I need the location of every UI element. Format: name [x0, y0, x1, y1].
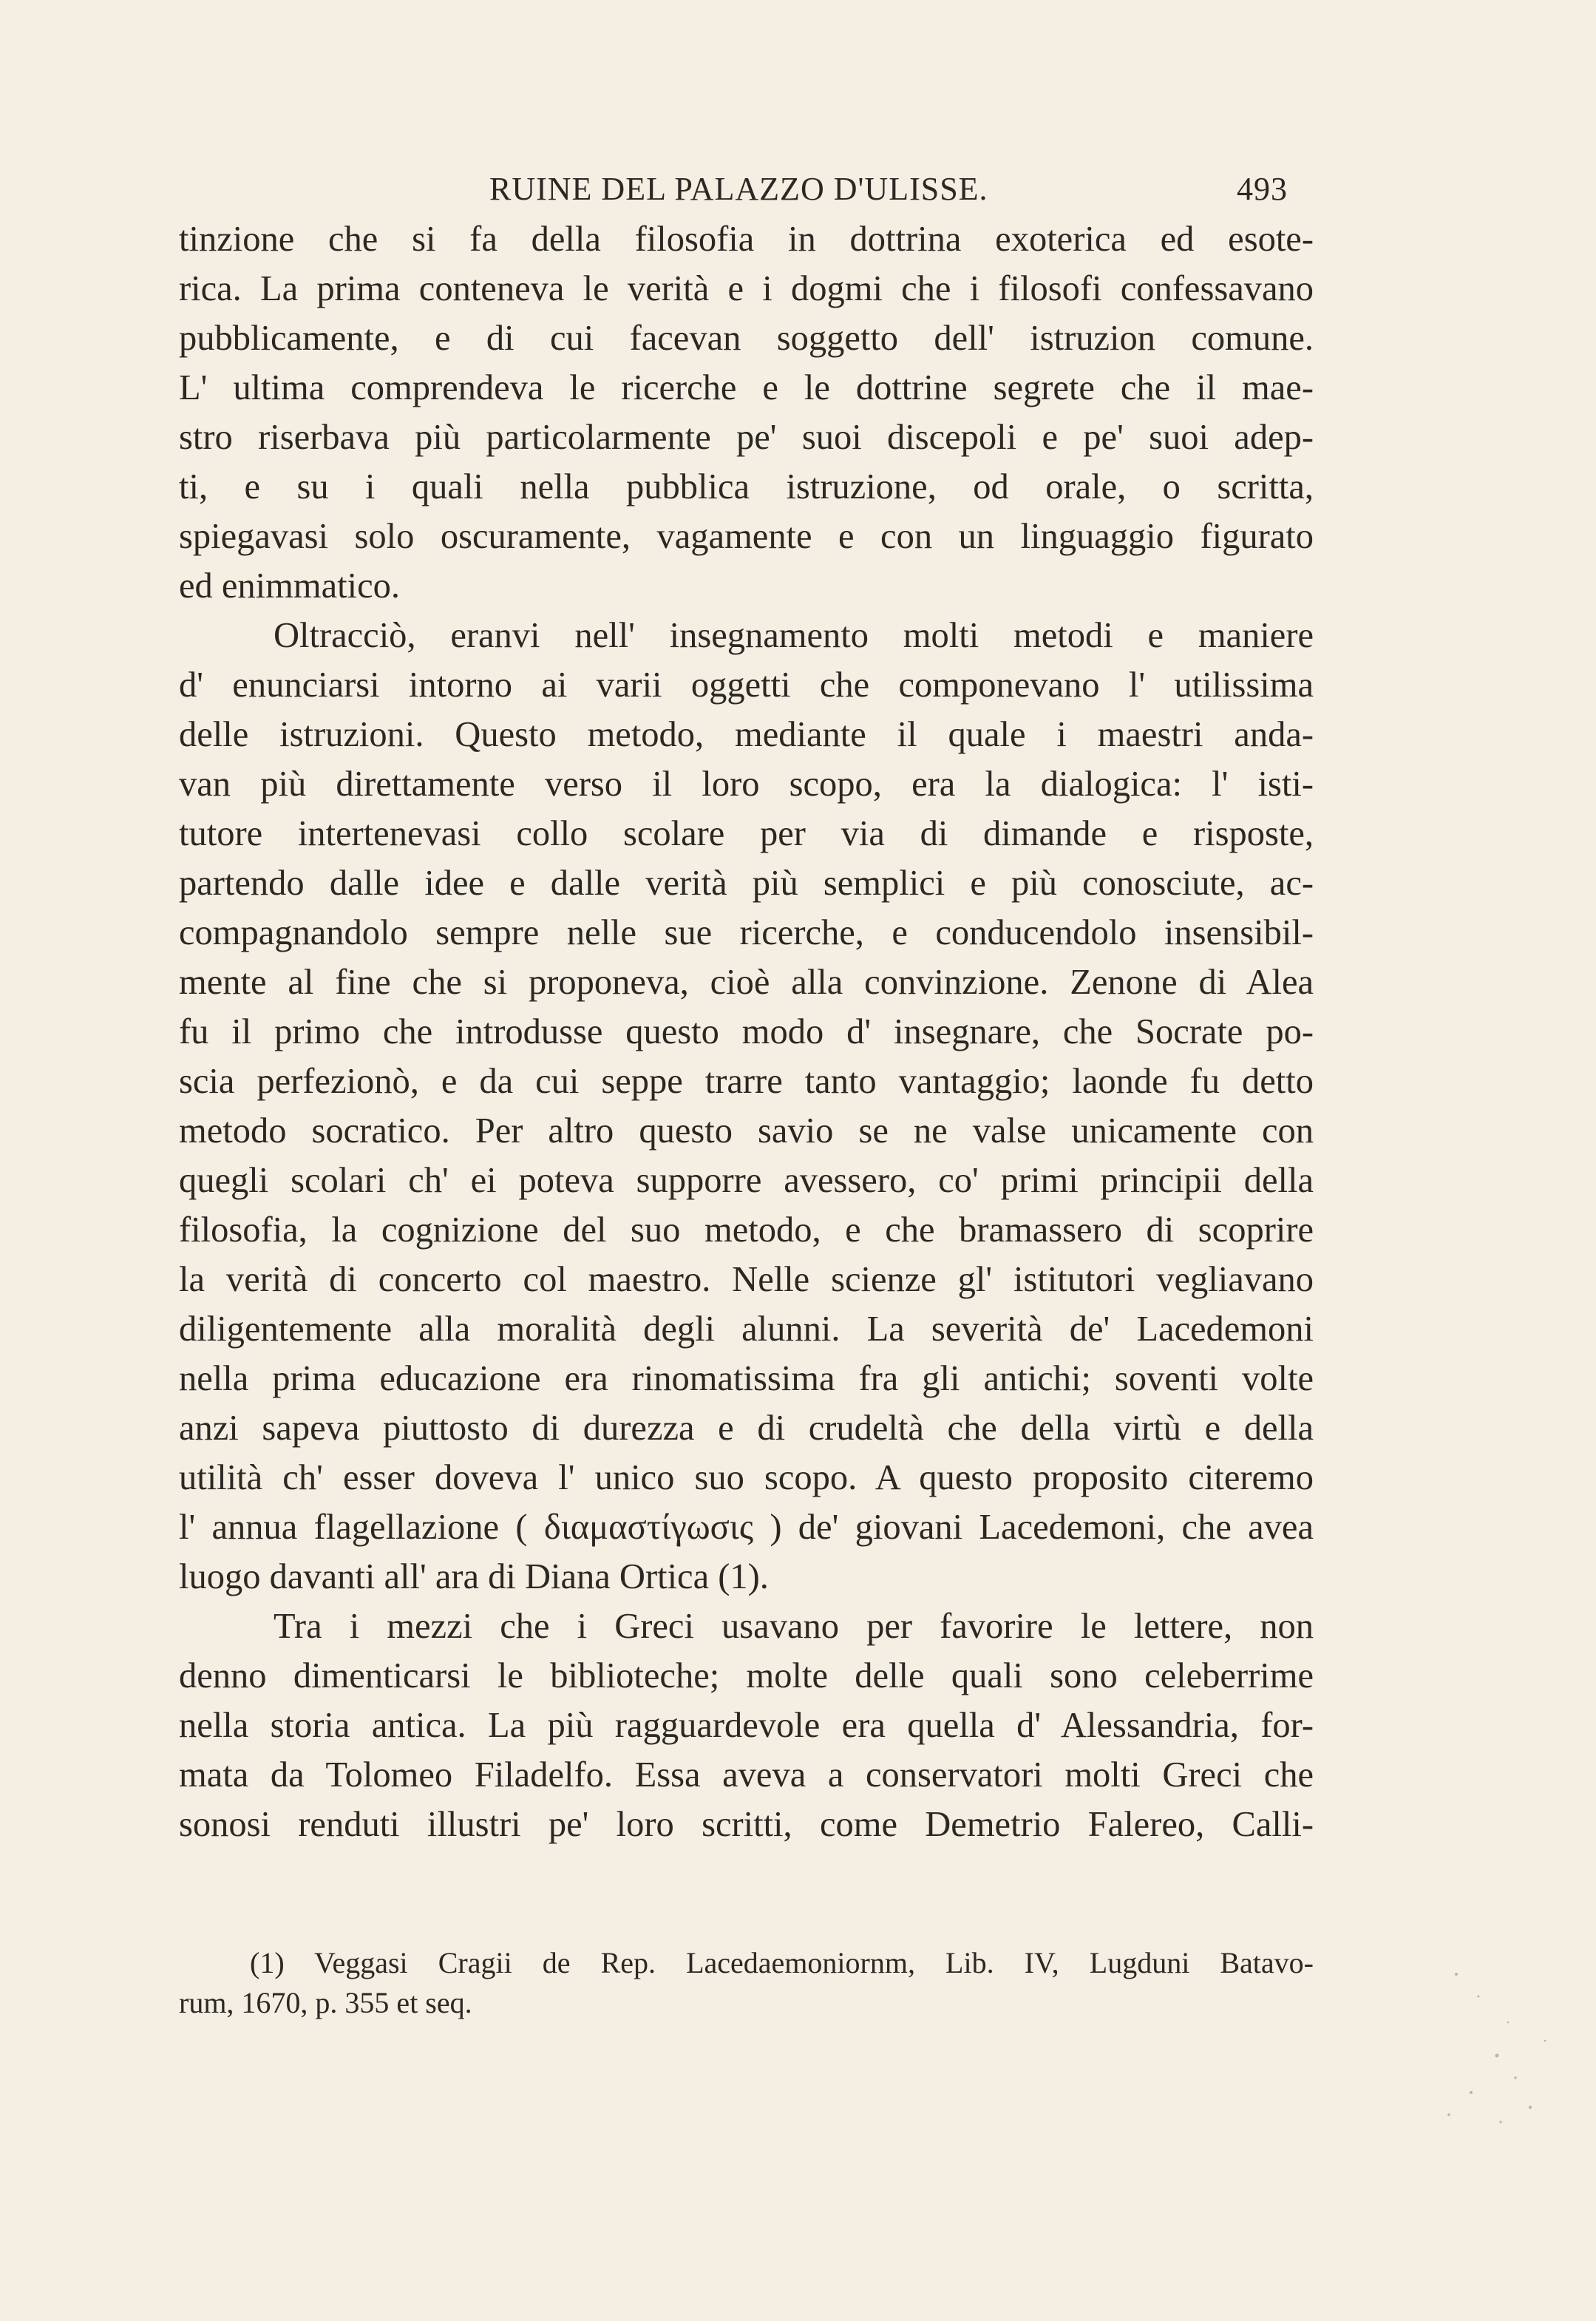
text-line: ti, e su i quali nella pubblica istruzione, od orale, o scritta,: [179, 467, 1314, 506]
text-line: d' enunciarsi intorno ai varii oggetti che componevano l' utilissima: [179, 665, 1314, 705]
text-line: l' annua flagellazione ( διαμαστίγωσις ) de' giovani Lacedemoni, che avea: [179, 1508, 1314, 1547]
text-line: Tra i mezzi che i Greci usavano per favorire le lettere, non: [274, 1607, 1314, 1646]
text-line: stro riserbava più particolarmente pe' suoi discepoli e pe' suoi adep-: [179, 418, 1314, 457]
text-line: spiegavasi solo oscuramente, vagamente e con un linguaggio figurato: [179, 517, 1314, 556]
text-line: compagnandolo sempre nelle sue ricerche, e conducendolo insensibil-: [179, 913, 1314, 952]
text-line: tinzione che si fa della filosofia in dottrina exoterica ed esote-: [179, 220, 1314, 259]
text-line: van più direttamente verso il loro scopo, era la dialogica: l' isti-: [179, 765, 1314, 804]
text-line: pubblicamente, e di cui facevan soggetto dell' istruzion comune.: [179, 319, 1314, 358]
text-line: nella storia antica. La più ragguardevole era quella d' Alessandria, for-: [179, 1706, 1314, 1745]
text-line: fu il primo che introdusse questo modo d' insegnare, che Socrate po-: [179, 1012, 1314, 1051]
text-line: partendo dalle idee e dalle verità più semplici e più conosciute, ac-: [179, 864, 1314, 903]
footnote-line: (1) Veggasi Cragii de Rep. Lacedaemoniornm, Lib. IV, Lugduni Batavo-: [250, 1946, 1314, 1979]
text-line: la verità di concerto col maestro. Nelle scienze gl' istitutori vegliavano: [179, 1260, 1314, 1299]
footnote: [179, 1943, 1314, 2023]
text-line: mente al fine che si proponeva, cioè alla convinzione. Zenone di Alea: [179, 963, 1314, 1002]
text-line: rica. La prima conteneva le verità e i dogmi che i filosofi confessavano: [179, 269, 1314, 308]
text-line: metodo socratico. Per altro questo savio se ne valse unicamente con: [179, 1111, 1314, 1151]
text-line: delle istruzioni. Questo metodo, mediante il quale i maestri anda-: [179, 715, 1314, 754]
text-line: anzi sapeva piuttosto di durezza e di crudeltà che della virtù e della: [179, 1409, 1314, 1448]
text-line: sonosi renduti illustri pe' loro scritti, come Demetrio Falereo, Calli-: [179, 1805, 1314, 1844]
text-line: quegli scolari ch' ei poteva supporre avessero, co' primi principii della: [179, 1161, 1314, 1200]
running-title: RUINE DEL PALAZZO D'ULISSE.: [489, 171, 988, 207]
text-line: tutore intertenevasi collo scolare per via di dimande e risposte,: [179, 814, 1314, 853]
body-text: [179, 214, 1314, 1849]
text-line: Oltracciò, eranvi nell' insegnamento molti metodi e maniere: [274, 616, 1314, 655]
text-line: diligentemente alla moralità degli alunni. La severità de' Lacedemoni: [179, 1309, 1314, 1349]
footnote-line: rum, 1670, p. 355 et seq.: [179, 1986, 472, 2019]
text-line: utilità ch' esser doveva l' unico suo scopo. A questo proposito citeremo: [179, 1458, 1314, 1497]
text-line: ed enimmatico.: [179, 566, 400, 606]
text-line: luogo davanti all' ara di Diana Ortica (1).: [179, 1557, 769, 1596]
text-line: scia perfezionò, e da cui seppe trarre tanto vantaggio; laonde fu detto: [179, 1062, 1314, 1101]
text-line: denno dimenticarsi le biblioteche; molte delle quali sono celeberrime: [179, 1656, 1314, 1695]
text-line: nella prima educazione era rinomatissima fra gli antichi; soventi volte: [179, 1359, 1314, 1398]
text-line: L' ultima comprendeva le ricerche e le dottrine segrete che il mae-: [179, 368, 1314, 407]
text-line: mata da Tolomeo Filadelfo. Essa aveva a conservatori molti Greci che: [179, 1755, 1314, 1795]
page-number: 493: [1237, 171, 1288, 207]
text-line: filosofia, la cognizione del suo metodo, e che bramassero di scoprire: [179, 1210, 1314, 1250]
paper-foxing-marks: [1427, 1952, 1567, 2144]
